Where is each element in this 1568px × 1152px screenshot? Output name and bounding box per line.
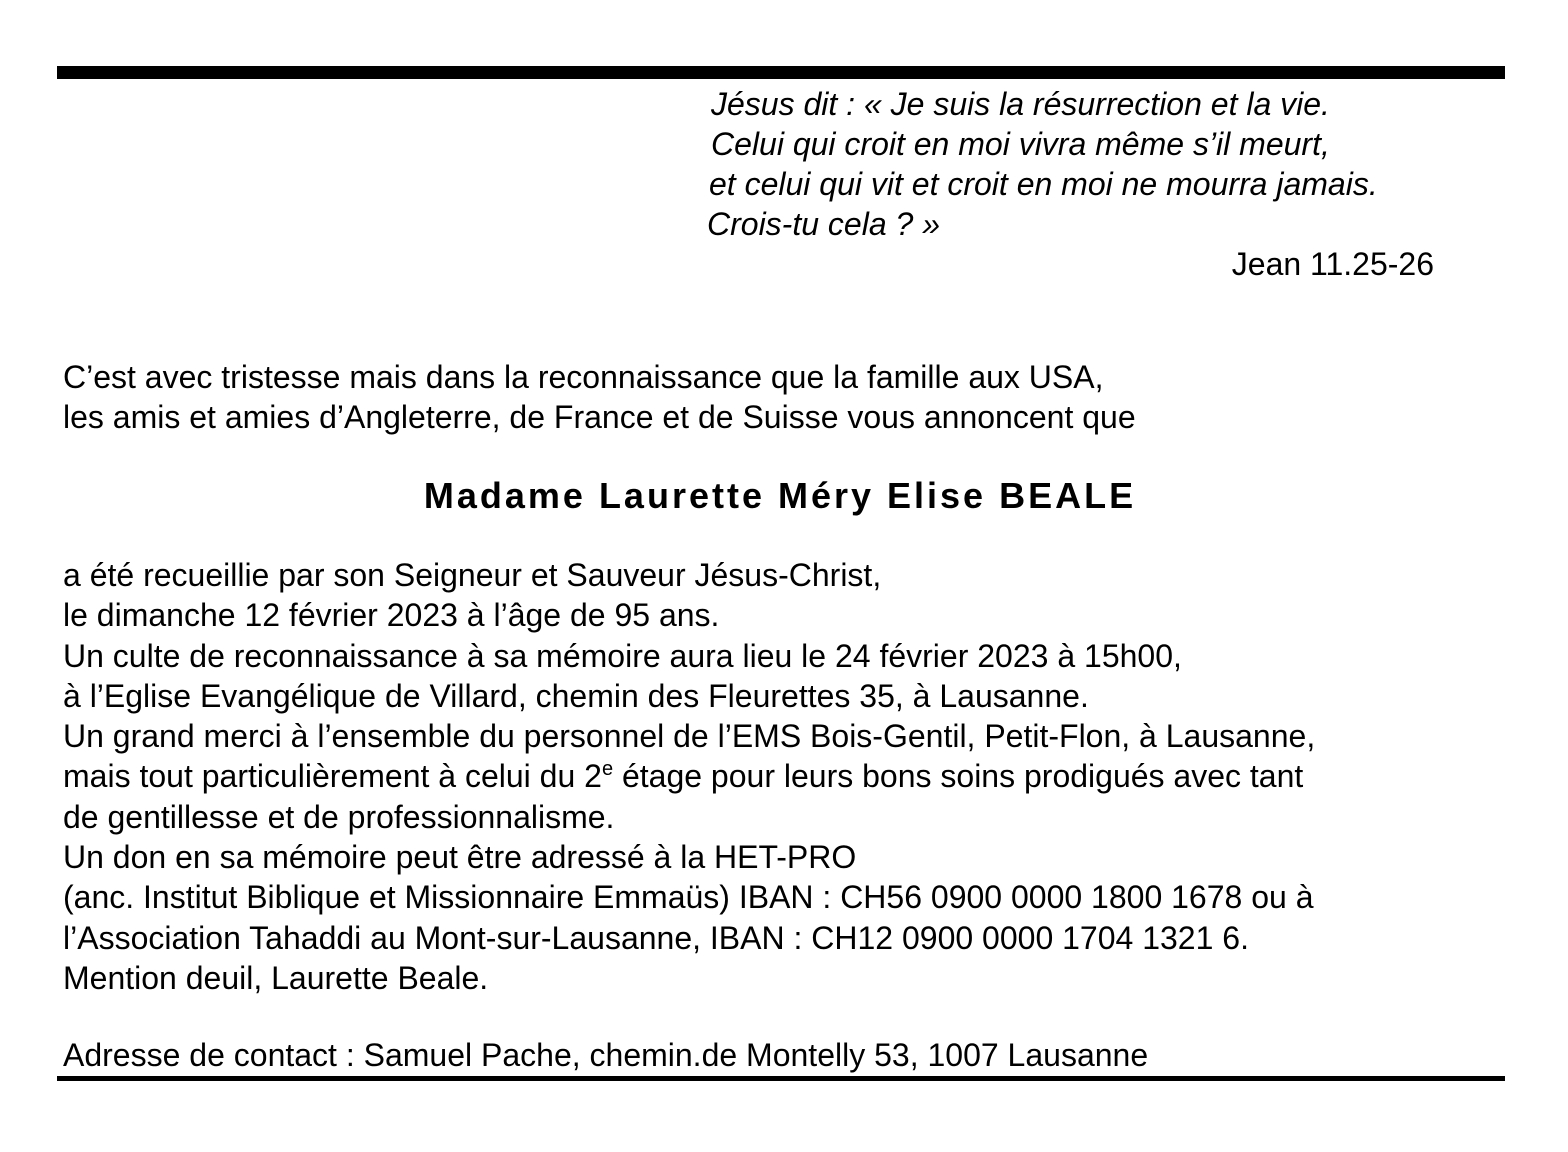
scripture-reference: Jean 11.25-26 (1231, 246, 1434, 282)
verse-line: Celui qui croit en moi vivra même s’il meurt, (711, 126, 1330, 162)
top-rule (57, 66, 1505, 79)
body-line: de gentillesse et de professionnalisme. (63, 798, 615, 835)
body-line-part: étage pour leurs bons soins prodigués avec tant (613, 758, 1304, 795)
contact-address: Adresse de contact : Samuel Pache, chemin.de Montelly 53, 1007 Lausanne (63, 1037, 1149, 1073)
intro-line: les amis et amies d’Angleterre, de France et de Suisse vous annoncent que (63, 399, 1136, 435)
verse-line: Crois-tu cela ? » (707, 206, 940, 242)
body-line: à l’Eglise Evangélique de Villard, chemin des Fleurettes 35, à Lausanne. (63, 677, 1089, 714)
body-line: Mention deuil, Laurette Beale. (63, 959, 489, 996)
deceased-name: Madame Laurette Méry Elise BEALE (423, 475, 1137, 516)
body-line: Un culte de reconnaissance à sa mémoire aura lieu le 24 février 2023 à 15h00, (63, 637, 1182, 674)
intro-line: C’est avec tristesse mais dans la reconnaissance que la famille aux USA, (63, 359, 1104, 395)
announcement-body (63, 555, 1315, 998)
body-line (63, 756, 1315, 796)
body-line-part: mais tout particulièrement à celui du 2 (63, 758, 602, 795)
verse-line: et celui qui vit et croit en moi ne mourra jamais. (709, 166, 1378, 202)
verse-line: Jésus dit : « Je suis la résurrection et la vie. (711, 86, 1330, 122)
body-line: le dimanche 12 février 2023 à l’âge de 95 ans. (63, 597, 720, 634)
body-line: a été recueillie par son Seigneur et Sauveur Jésus-Christ, (63, 557, 882, 593)
body-line: l’Association Tahaddi au Mont-sur-Lausanne, IBAN : CH12 0900 0000 1704 1321 6. (63, 919, 1249, 956)
body-line: Un don en sa mémoire peut être adressé à la HET-PRO (63, 839, 857, 876)
bottom-rule (57, 1076, 1505, 1081)
body-line: Un grand merci à l’ensemble du personnel de l’EMS Bois-Gentil, Petit-Flon, à Lausanne, (63, 718, 1316, 755)
body-line: (anc. Institut Biblique et Missionnaire Emmaüs) IBAN : CH56 0900 0000 1800 1678 ou à (63, 879, 1314, 916)
ordinal-superscript: e (601, 758, 614, 781)
announcement-intro (63, 357, 1136, 437)
